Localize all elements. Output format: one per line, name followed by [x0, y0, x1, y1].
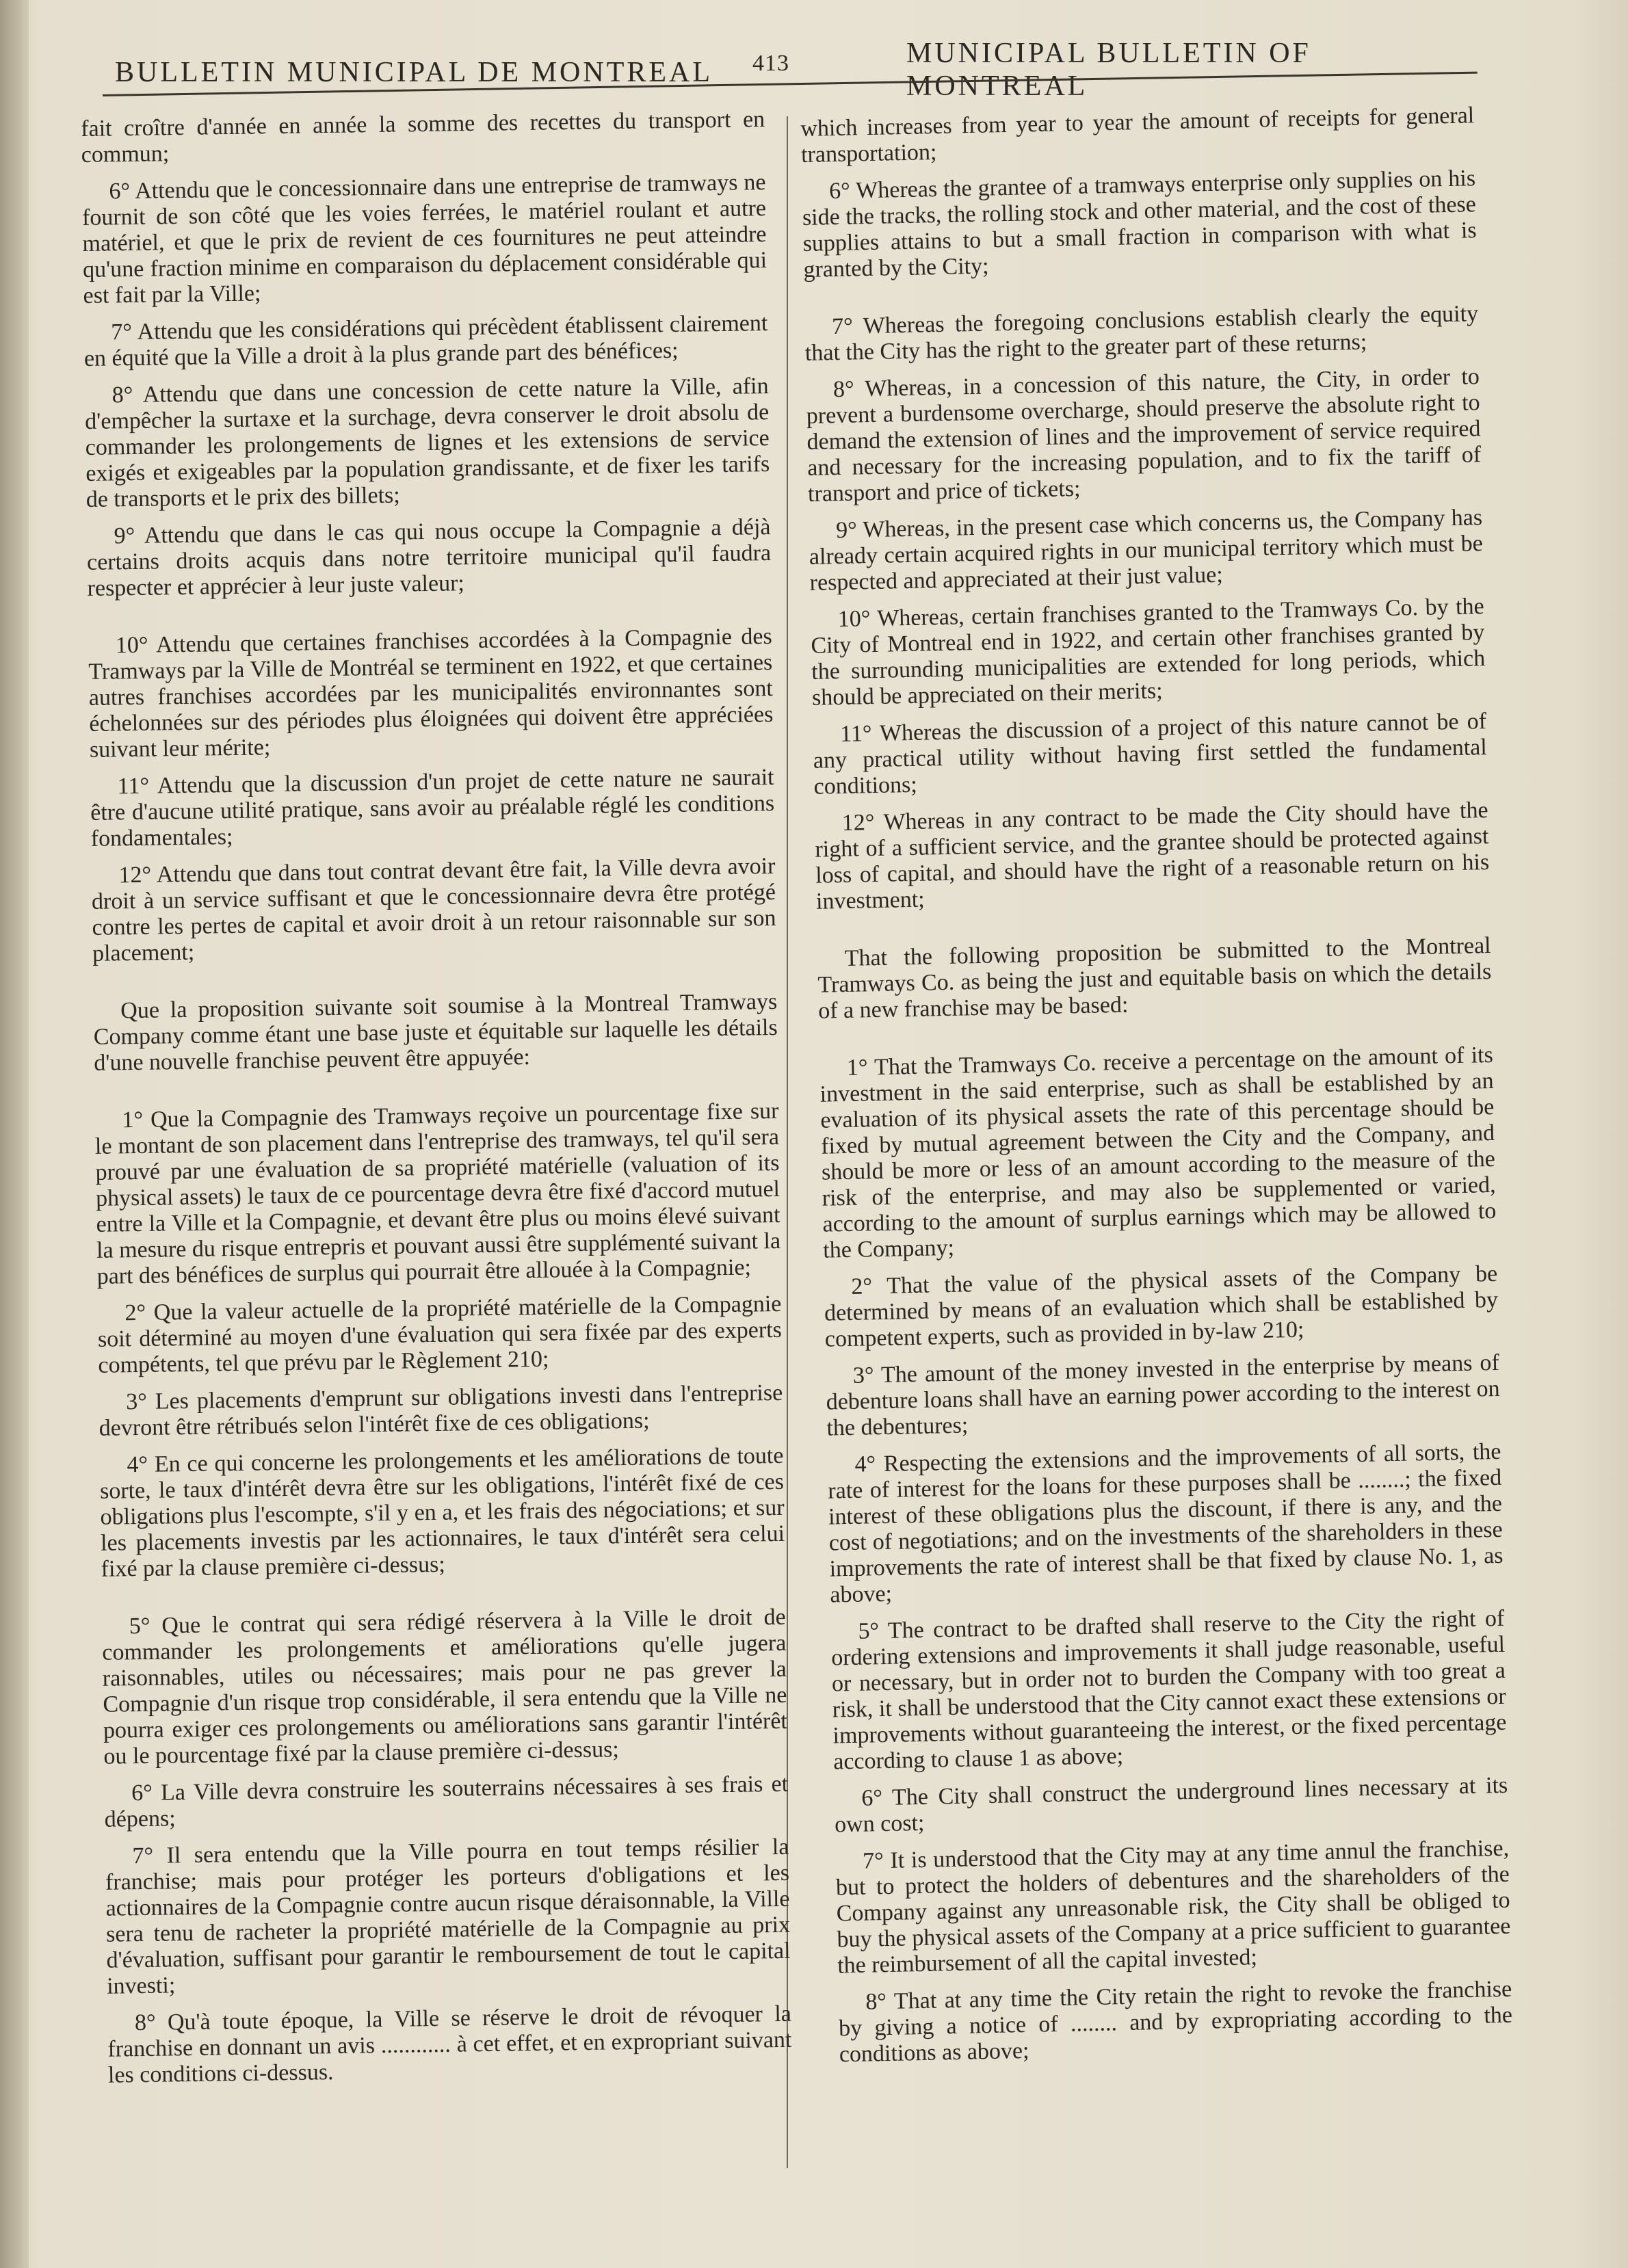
fr-paragraph: 8° Qu'à toute époque, la Ville se réserve le droit de révoquer la franchise en donnant un avis ............ à cet effet, et en expropriant suivant les conditions ci-dessus. [107, 2001, 792, 2088]
en-paragraph: 9° Whereas, in the present case which concerns us, the Company has already certain acquired rights in our municipal territory which must be respected and appreciated at their just value; [809, 505, 1484, 596]
fr-paragraph: Que la proposition suivante soit soumise à la Montreal Tramways Company comme étant une base juste et équitable sur laquelle les détails d'une nouvelle franchise peuvent être appuyée: [93, 988, 778, 1076]
fr-paragraph: 6° Attendu que le concessionnaire dans une entreprise de tramways ne fournit de son côté que les voies ferrées, le matériel roulant et autre matériel, et que le prix de revient de ces fournitures ne peut atteindre qu'une fraction minime en comparaison du déplacement considérable qui est fait par la Ville; [81, 170, 767, 308]
en-paragraph: 7° Whereas the foregoing conclusions establish clearly the equity that the City has the right to the greater part of these returns; [804, 301, 1479, 366]
fr-paragraph: 6° La Ville devra construire les souterrains nécessaires à ses frais et dépens; [104, 1771, 789, 1832]
binding-shadow [0, 0, 29, 2268]
fr-paragraph: fait croître d'année en année la somme des recettes du transport en commun; [81, 107, 765, 168]
header-right-title: MUNICIPAL BULLETIN OF MONTREAL [906, 38, 1311, 102]
fr-paragraph: 12° Attendu que dans tout contrat devant être fait, la Ville devra avoir droit à un service suffisant et que le concessionnaire devra être protégé contre les pertes de capital et avoir droit à un retour raisonnable sur son placement; [91, 853, 776, 966]
fr-paragraph: 9° Attendu que dans le cas qui nous occupe la Compagnie a déjà certains droits acquis dans notre territoire municipal qu'il faudra respecter et apprécier à leur juste valeur; [86, 514, 772, 601]
fr-paragraph: 4° En ce qui concerne les prolongements et les améliorations de toute sorte, le taux d'intérêt devra être sur les obligations, l'intérêt fixé de ces obligations plus l'escompte, s'il y en a, et les frais des négociations; et sur les placements investis par les actionnaires, le taux d'intérêt sera celui fixé par la clause première ci-dessus; [99, 1442, 785, 1582]
fr-paragraph: 7° Il sera entendu que la Ville pourra en tout temps résilier la franchise; mais pour protéger les porteurs d'obligations et les actionnaires de la Compagnie contre aucun risque déraisonnable, la Ville sera tenu de racheter la propriété matérielle de la Compagnie au prix d'évaluation, suffisant pour garantir le remboursement de tout le capital investi; [105, 1834, 791, 1999]
header-left-title: BULLETIN MUNICIPAL DE MONTREAL [115, 57, 713, 88]
en-paragraph: 6° The City shall construct the underground lines necessary at its own cost; [834, 1772, 1508, 1838]
page-number: 413 [752, 51, 789, 76]
en-paragraph: 4° Respecting the extensions and the improvements of all sorts, the rate of interest for the loans for these purposes shall be ........; the fixed interest of these obligations plus the discount, if there is any, and the cost of negotiations; and on the investments of the shareholders in these improvements the rate of interest shall be that fixed by clause No. 1, as above; [827, 1438, 1504, 1608]
en-paragraph: 8° Whereas, in a concession of this nature, the City, in order to prevent a burdensome overcharge, should preserve the absolute right to demand the extension of lines and the improvement of service required and necessary for the increasing population, and to fix the tariff of transport and price of tickets; [806, 364, 1482, 507]
page-header [103, 21, 1498, 102]
en-paragraph: 1° That the Tramways Co. receive a percentage on the amount of its investment in the said enterprise, such as shall be established by an evaluation of its physical assets the rate of this percentage should be fixed by mutual agreement between the City and the Company, and should be more or less of an amount according to the measure of the risk of the enterprise, and may also be supplemented or varied, according to the amount of surplus earnings which may be allowed to the Company; [819, 1042, 1497, 1263]
fr-paragraph: 1° Que la Compagnie des Tramways reçoive un pourcentage fixe sur le montant de son placement dans l'entreprise des tramways, tel qu'il sera prouvé par une évaluation de sa propriété matérielle (valuation of its physical assets) le taux de ce pourcentage devra être fixé d'accord mutuel entre la Ville et la Compagnie, et devant être plus ou moins élevé suivant la mesure du risque entrepris et pouvant aussi être supplémenté suivant la part des bénéfices de surplus qui pourrait être allouée à la Compagnie; [94, 1098, 781, 1289]
en-paragraph: 8° That at any time the City retain the right to revoke the franchise by giving a notice of ........ and by expropriating according to the conditions as above; [838, 1976, 1513, 2068]
en-paragraph: which increases from year to year the amount of receipts for general transportation; [800, 103, 1475, 168]
english-column [800, 103, 1513, 2079]
french-column [81, 107, 792, 2100]
en-paragraph: 6° Whereas the grantee of a tramways enterprise only supplies on his side the tracks, the rolling stock and other material, and the cost of these supplies attains to but a small fraction in comparison with what is granted by the City; [802, 166, 1477, 282]
fr-paragraph: 8° Attendu que dans une concession de cette nature la Ville, afin d'empêcher la surtaxe et la surchage, devra conserver le droit absolu de commander les prolongements de lignes et les extensions de service exigés et exigeables par la population grandissante, et de fixer les tarifs de transports et le prix des billets; [84, 373, 770, 512]
en-paragraph: 12° Whereas in any contract to be made the City should have the right of a sufficient service, and the grantee should be protected against loss of capital, and should have the right of a reasonable return on his investment; [815, 797, 1490, 914]
en-paragraph: 7° It is understood that the City may at any time annul the franchise, but to protect the holders of debentures and the shareholders of the Company against any unreasonable risk, the City shall be obliged to buy the physical assets of the Company at a price sufficient to guarantee the reimbursement of all the capital invested; [835, 1835, 1511, 1979]
en-paragraph: 10° Whereas, certain franchises granted to the Tramways Co. by the City of Montreal end in 1922, and certain other franchises granted by the surrounding municipalities are extended for long periods, which should be appreciated on their merits; [811, 594, 1486, 711]
fr-paragraph: 10° Attendu que certaines franchises accordées à la Compagnie des Tramways par la Ville de Montréal se terminent en 1922, et que certaines autres franchises accordées par les municipalités environnantes sont échelonnées sur des périodes plus éloignées qui doivent être appréciées suivant leur mérite; [88, 623, 774, 763]
en-paragraph: 2° That the value of the physical assets of the Company be determined by means of an evaluation which shall be established by competent experts, such as provided in by-law 210; [824, 1261, 1499, 1352]
en-paragraph: That the following proposition be submitted to the Montreal Tramways Co. as being the just and equitable basis on which the details of a new franchise may be based: [817, 932, 1492, 1024]
en-paragraph: 3° The amount of the money invested in the enterprise by means of debenture loans shall have an earning power according to the interest on the debentures; [826, 1349, 1500, 1441]
fr-paragraph: 3° Les placements d'emprunt sur obligations investi dans l'entreprise devront être rétribués selon l'intérêt fixe de ces obligations; [99, 1380, 783, 1441]
fr-paragraph: 5° Que le contrat qui sera rédigé réservera à la Ville le droit de commander les prolongements et améliorations qu'elle jugera raisonnables, utiles ou nécessaires; mais pour ne pas grever la Compagnie d'un risque trop considérable, il sera entendu que la Ville ne pourra exiger ces prolongements ou améliorations sans garantir l'intérêt ou le pourcentage fixé par la clause première ci-dessus; [102, 1604, 788, 1769]
fr-paragraph: 11° Attendu que la discussion d'un projet de cette nature ne saurait être d'aucune utilité pratique, sans avoir au préalable réglé les conditions fondamentales; [90, 764, 775, 852]
en-paragraph: 11° Whereas the discussion of a project of this nature cannot be of any practical utility without having first settled the fundamental conditions; [813, 709, 1488, 800]
fr-paragraph: 2° Que la valeur actuelle de la propriété matérielle de la Compagnie soit déterminé au moyen d'une évaluation qui sera fixée par des experts compétents, tel que prévu par le Règlement 210; [97, 1291, 783, 1378]
fr-paragraph: 7° Attendu que les considérations qui précèdent établissent clairement en équité que la Ville a droit à la plus grande part des bénéfices; [83, 311, 768, 371]
en-paragraph: 5° The contract to be drafted shall reserve to the City the right of ordering extensions and improvements it shall judge reasonable, useful or necessary, but in order not to burden the Company with too great a risk, it shall be understood that the City cannot exact these extensions or improvements without guaranteeing the interest, or the fixed percentage according to clause 1 as above; [830, 1605, 1507, 1775]
